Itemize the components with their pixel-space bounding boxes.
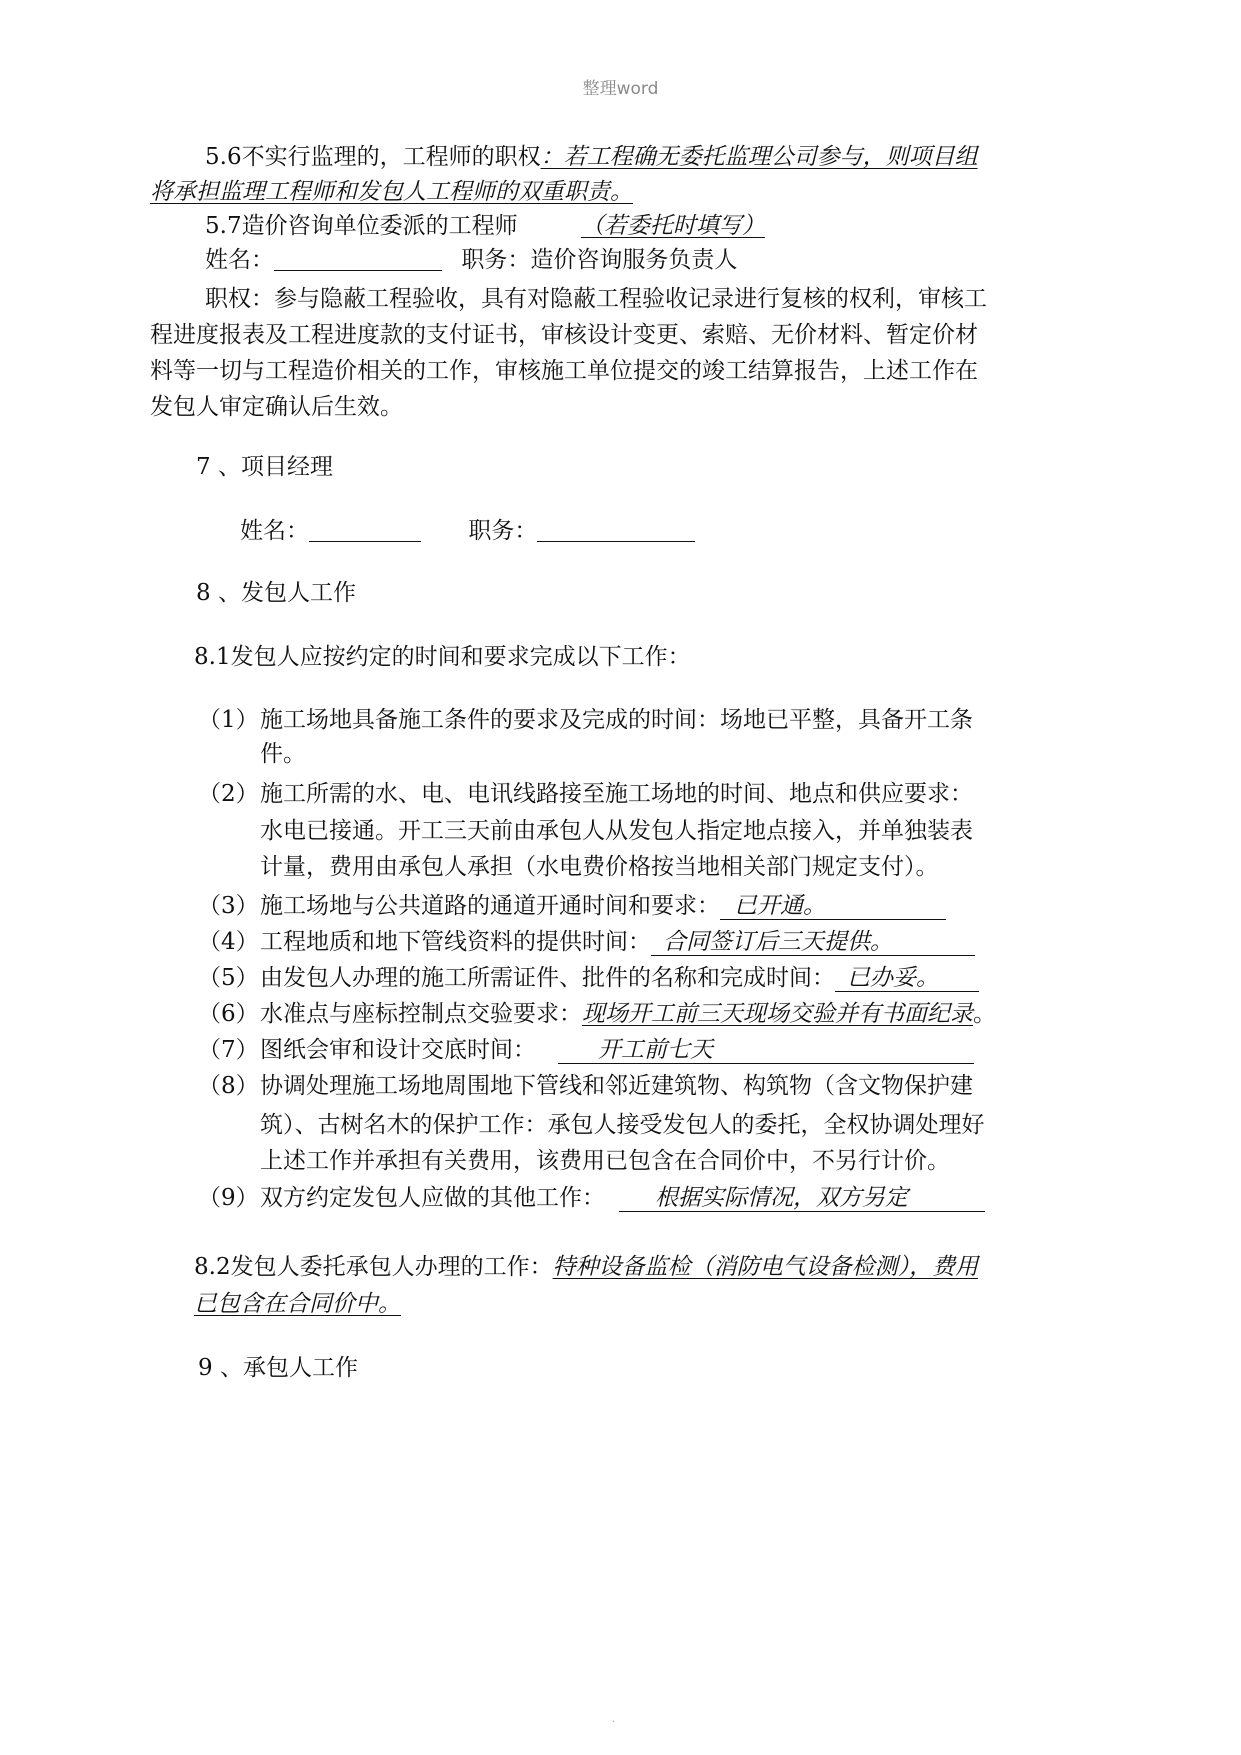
item-5-line	[260, 963, 979, 993]
clause-5-6-line2	[150, 177, 633, 207]
clause-5-6-fill-b: 将承担监理工程师和发包人工程师的双重职责。	[150, 179, 633, 205]
clause-8-2-line1	[194, 1252, 978, 1282]
item-5-number: （5）	[198, 965, 259, 991]
clause-8-2-fill-b: 已包含在合同价中。	[194, 1291, 401, 1317]
clause-5-6-fill-a: ：若工程确无委托监理公司参与，则项目组	[540, 144, 978, 170]
item-4-number: （4）	[198, 929, 259, 955]
item-7-text: 图纸会审和设计交底时间：	[260, 1037, 536, 1063]
clause-5-6-line1	[205, 142, 978, 172]
item-2-text: 施工所需的水、电、电讯线路接至施工场地的时间、地点和供应要求：	[260, 781, 973, 807]
item-3-line	[260, 891, 946, 921]
item-7-fill: 开工前七天	[558, 1037, 974, 1064]
clause-5-7-line	[205, 211, 765, 241]
item-8-text: 协调处理施工场地周围地下管线和邻近建筑物、构筑物（含文物保护建	[260, 1073, 973, 1099]
page-header: 整理word	[582, 79, 659, 99]
item-4-fill: 合同签订后三天提供。	[651, 929, 975, 956]
item-7-number: （7）	[198, 1037, 259, 1063]
clause-5-7-label: 5.7造价咨询单位委派的工程师	[205, 213, 518, 239]
item-6-number: （6）	[198, 1001, 259, 1027]
item-8-number: （8）	[198, 1073, 259, 1099]
manager-post-blank	[537, 519, 695, 542]
item-3-fill: 已开通。	[720, 893, 946, 920]
item-9-fill: 根据实际情况，双方另定	[619, 1185, 985, 1212]
footer-mark: .	[612, 1714, 616, 1725]
powers-line-1: 职权：参与隐蔽工程验收，具有对隐蔽工程验收记录进行复核的权利，审核工	[205, 286, 987, 312]
manager-name-label: 姓名：	[240, 518, 309, 544]
clause-8-2-fill-a: 特种设备监检（消防电气设备检测），费用	[552, 1254, 979, 1280]
manager-post-label: 职务：	[468, 518, 538, 544]
item-9-line	[260, 1183, 985, 1213]
item-7-line	[260, 1035, 974, 1065]
powers-line-4: 发包人审定确认后生效。	[150, 394, 403, 420]
item-1-text-cont: 件。	[260, 741, 306, 767]
clause-8-2-label: 8.2发包人委托承包人办理的工作：	[194, 1254, 553, 1280]
item-5-fill: 已办妥。	[835, 965, 979, 992]
item-6-fill: 现场开工前三天现场交验并有书面纪录	[582, 1001, 973, 1027]
powers-line-3: 料等一切与工程造价相关的工作，审核施工单位提交的竣工结算报告，上述工作在	[150, 358, 978, 384]
clause-5-7-note: （若委托时填写）	[580, 213, 765, 239]
item-6-text: 水准点与座标控制点交验要求：	[260, 1001, 582, 1027]
item-4-text: 工程地质和地下管线资料的提供时间：	[260, 929, 651, 955]
item-1-text: 施工场地具备施工条件的要求及完成的时间：场地已平整，具备开工条	[260, 707, 973, 733]
engineer-post-label: 职务：造价咨询服务负责人	[461, 247, 738, 273]
item-9-text: 双方约定发包人应做的其他工作：	[260, 1185, 605, 1211]
item-2-number: （2）	[198, 781, 259, 807]
item-2-text-cont-1: 水电已接通。开工三天前由承包人从发包人指定地点接入，并单独装表	[260, 818, 973, 844]
item-9-number: （9）	[198, 1185, 259, 1211]
item-6-tail: 。	[973, 1001, 996, 1027]
clause-5-6-label: 5.6不实行监理的，工程师的职权	[205, 144, 541, 170]
item-6-line	[260, 999, 996, 1029]
item-3-text: 施工场地与公共道路的通道开通时间和要求：	[260, 893, 720, 919]
section-7-fields	[240, 516, 695, 546]
item-3-number: （3）	[198, 893, 259, 919]
powers-line-2: 程进度报表及工程进度款的支付证书，审核设计变更、索赔、无价材料、暂定价材	[150, 322, 978, 348]
engineer-name-label: 姓名：	[205, 247, 274, 273]
section-8-1-intro: 8.1发包人应按约定的时间和要求完成以下工作：	[194, 644, 691, 670]
clause-8-2-line2	[194, 1289, 401, 1319]
item-4-line	[260, 927, 975, 957]
item-5-text: 由发包人办理的施工所需证件、批件的名称和完成时间：	[260, 965, 835, 991]
manager-name-blank	[309, 519, 421, 542]
section-7-title: 7 、项目经理	[196, 454, 333, 480]
item-2-text-cont-2: 计量，费用由承包人承担（水电费价格按当地相关部门规定支付）。	[260, 854, 939, 880]
item-8-text-cont-2: 上述工作并承担有关费用，该费用已包含在合同价中，不另行计价。	[260, 1148, 950, 1174]
engineer-name-blank	[274, 248, 442, 271]
item-8-text-cont-1: 筑）、古树名木的保护工作：承包人接受发包人的委托，全权协调处理好	[260, 1112, 985, 1138]
section-9-title: 9 、承包人工作	[198, 1355, 358, 1381]
section-8-title: 8 、发包人工作	[196, 580, 356, 606]
clause-5-7-name-line	[205, 245, 737, 275]
item-1-number: （1）	[198, 707, 259, 733]
